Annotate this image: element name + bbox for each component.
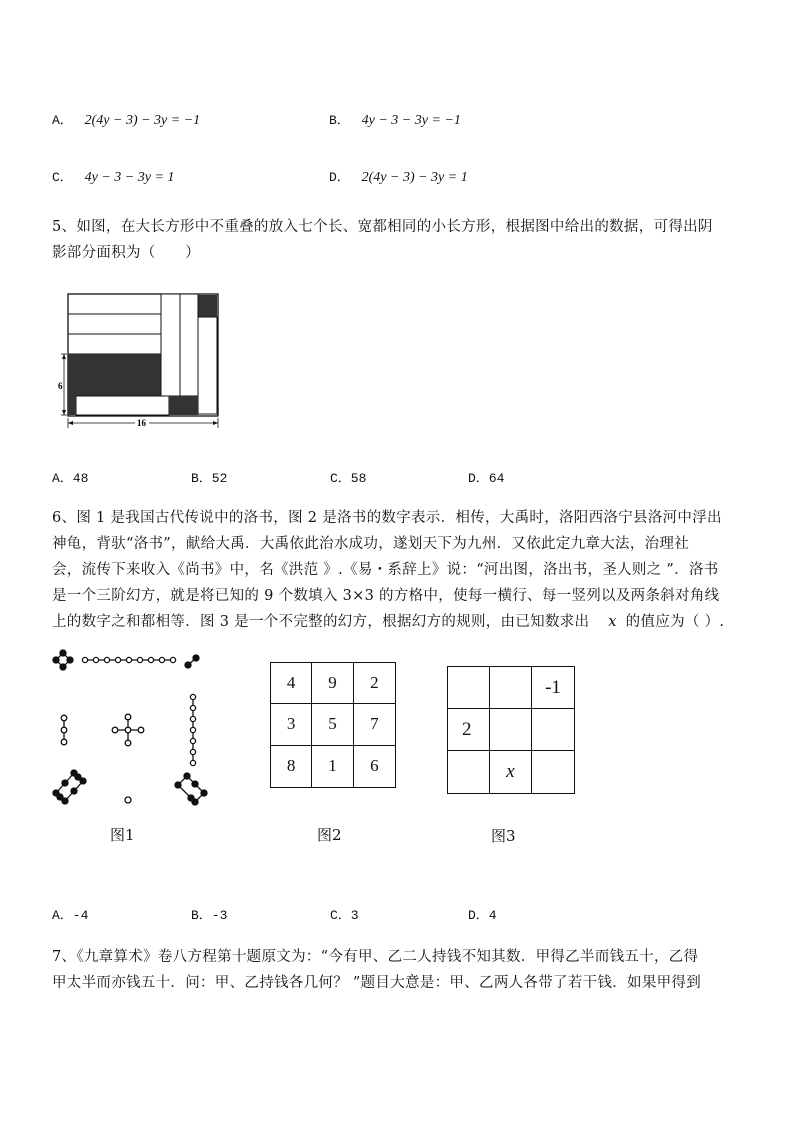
magic-square-figure-2 <box>270 662 396 788</box>
magic-square-cell: 4 <box>271 663 312 704</box>
width-label: 16 <box>137 418 146 428</box>
magic-square-cell <box>448 751 490 793</box>
option-letter: C． <box>52 170 73 185</box>
magic-square-cell-x: x <box>490 751 532 793</box>
magic-square-cell: -1 <box>532 667 574 709</box>
magic-square-figure-3 <box>447 666 575 794</box>
q4-option-d <box>329 166 468 186</box>
q6-text-line-4: 是一个三阶幻方，就是将已知的 9 个数填入 3×3 的方格中，使每一横行、每一竖列以及两条斜对角线 <box>52 588 720 604</box>
q6-option-c: C．3 <box>330 908 359 923</box>
shaded-region-bottom-left <box>68 396 76 415</box>
option-expression: 2(4y − 3) − 3y = −1 <box>84 113 201 128</box>
q5-rectangle-figure <box>58 292 220 430</box>
small-rectangle-h3 <box>68 334 161 354</box>
option-letter: A． <box>52 113 73 128</box>
incomplete-magic-square-grid <box>448 667 574 793</box>
magic-square-cell <box>448 667 490 709</box>
q6-text-line-3: 会，流传下来收入《尚书》中，名《洪范 》.《易・系辞上》说：“河出图，洛出书，圣人则之 ”．洛书 <box>52 562 719 578</box>
magic-square-cell: 6 <box>370 756 379 776</box>
magic-square-grid <box>271 663 395 787</box>
q5-option-b: B．52 <box>191 471 228 486</box>
shaded-region-top-right <box>198 295 217 317</box>
q6-text-line-1: 6、图 1 是我国古代传说中的洛书，图 2 是洛书的数字表示．相传，大禹时，洛阳西洛宁县洛河中浮出 <box>52 510 722 526</box>
q6-text-line-5a: 上的数字之和都相等．图 3 是一个不完整的幻方，根据幻方的规则，由已知数求出 <box>52 614 590 630</box>
q6-text-line-2: 神龟，背驮“洛书”，献给大禹．大禹依此治水成功，遂划天下为九州．又依此定九章大法，治理社 <box>52 536 690 552</box>
figure-1-caption: 图1 <box>110 826 135 844</box>
q7-text-line-2: 甲太半而亦钱五十．问：甲、乙持钱各几何？ ”题目大意是：甲、乙两人各带了若干钱．如果甲得到 <box>52 975 702 991</box>
q5-text-line-2: 影部分面积为（ ） <box>52 245 200 261</box>
variable-x: x <box>608 614 617 630</box>
option-letter: B． <box>329 113 350 128</box>
magic-square-cell: 3 <box>271 704 312 745</box>
q5-option-a: A．48 <box>52 471 89 486</box>
magic-square-cell <box>532 751 574 793</box>
magic-square-cell <box>532 709 574 751</box>
magic-square-cell: 2 <box>354 663 395 704</box>
option-expression: 4y − 3 − 3y = −1 <box>361 113 461 128</box>
shaded-region-left <box>68 354 161 396</box>
magic-square-cell <box>490 709 532 751</box>
q6-option-d: D．4 <box>468 908 497 923</box>
q4-option-a <box>52 109 200 129</box>
magic-square-cell <box>490 667 532 709</box>
option-expression: 2(4y − 3) − 3y = 1 <box>361 170 468 185</box>
figure-3-caption: 图3 <box>491 827 516 845</box>
q5-option-c: C．58 <box>330 471 367 486</box>
magic-square-cell: 7 <box>354 704 395 745</box>
small-rectangle-h1 <box>68 294 161 314</box>
q6-option-b: B．-3 <box>191 908 228 923</box>
small-rectangle-v1 <box>161 294 180 396</box>
q4-option-b <box>329 109 461 129</box>
shaded-region-bottom-right <box>169 396 198 415</box>
magic-square-cell: 5 <box>312 704 353 745</box>
option-expression: 4y − 3 − 3y = 1 <box>84 170 175 185</box>
luoshu-dot-figure <box>48 645 218 815</box>
q4-option-c <box>52 166 174 186</box>
q5-text-line-1: 5、如图，在大长方形中不重叠的放入七个长、宽都相同的小长方形，根据图中给出的数据，可得出阴 <box>52 219 713 235</box>
q7-text-line-1: 7、《九章算术》卷八方程第十题原文为：“今有甲、乙二人持钱不知其数．甲得乙半而钱五十，乙得 <box>52 949 699 965</box>
height-label: 6 <box>58 381 63 391</box>
q6-text-line-5b: 的值应为（ ）. <box>625 614 725 630</box>
small-rectangle-h2 <box>68 314 161 334</box>
q6-text-line-5 <box>52 610 724 631</box>
magic-square-cell: 1 <box>312 746 353 787</box>
q5-option-d: D．64 <box>468 471 505 486</box>
magic-square-cell: 8 <box>271 746 312 787</box>
magic-square-cell: 2 <box>448 709 490 751</box>
figure-2-caption: 图2 <box>317 826 342 844</box>
small-rectangle-v2 <box>180 294 198 396</box>
q6-option-a: A．-4 <box>52 908 89 923</box>
small-rectangle-v3 <box>198 317 217 414</box>
small-rectangle-bottom <box>76 396 169 415</box>
magic-square-cell: 9 <box>312 663 353 704</box>
option-letter: D． <box>329 170 350 185</box>
